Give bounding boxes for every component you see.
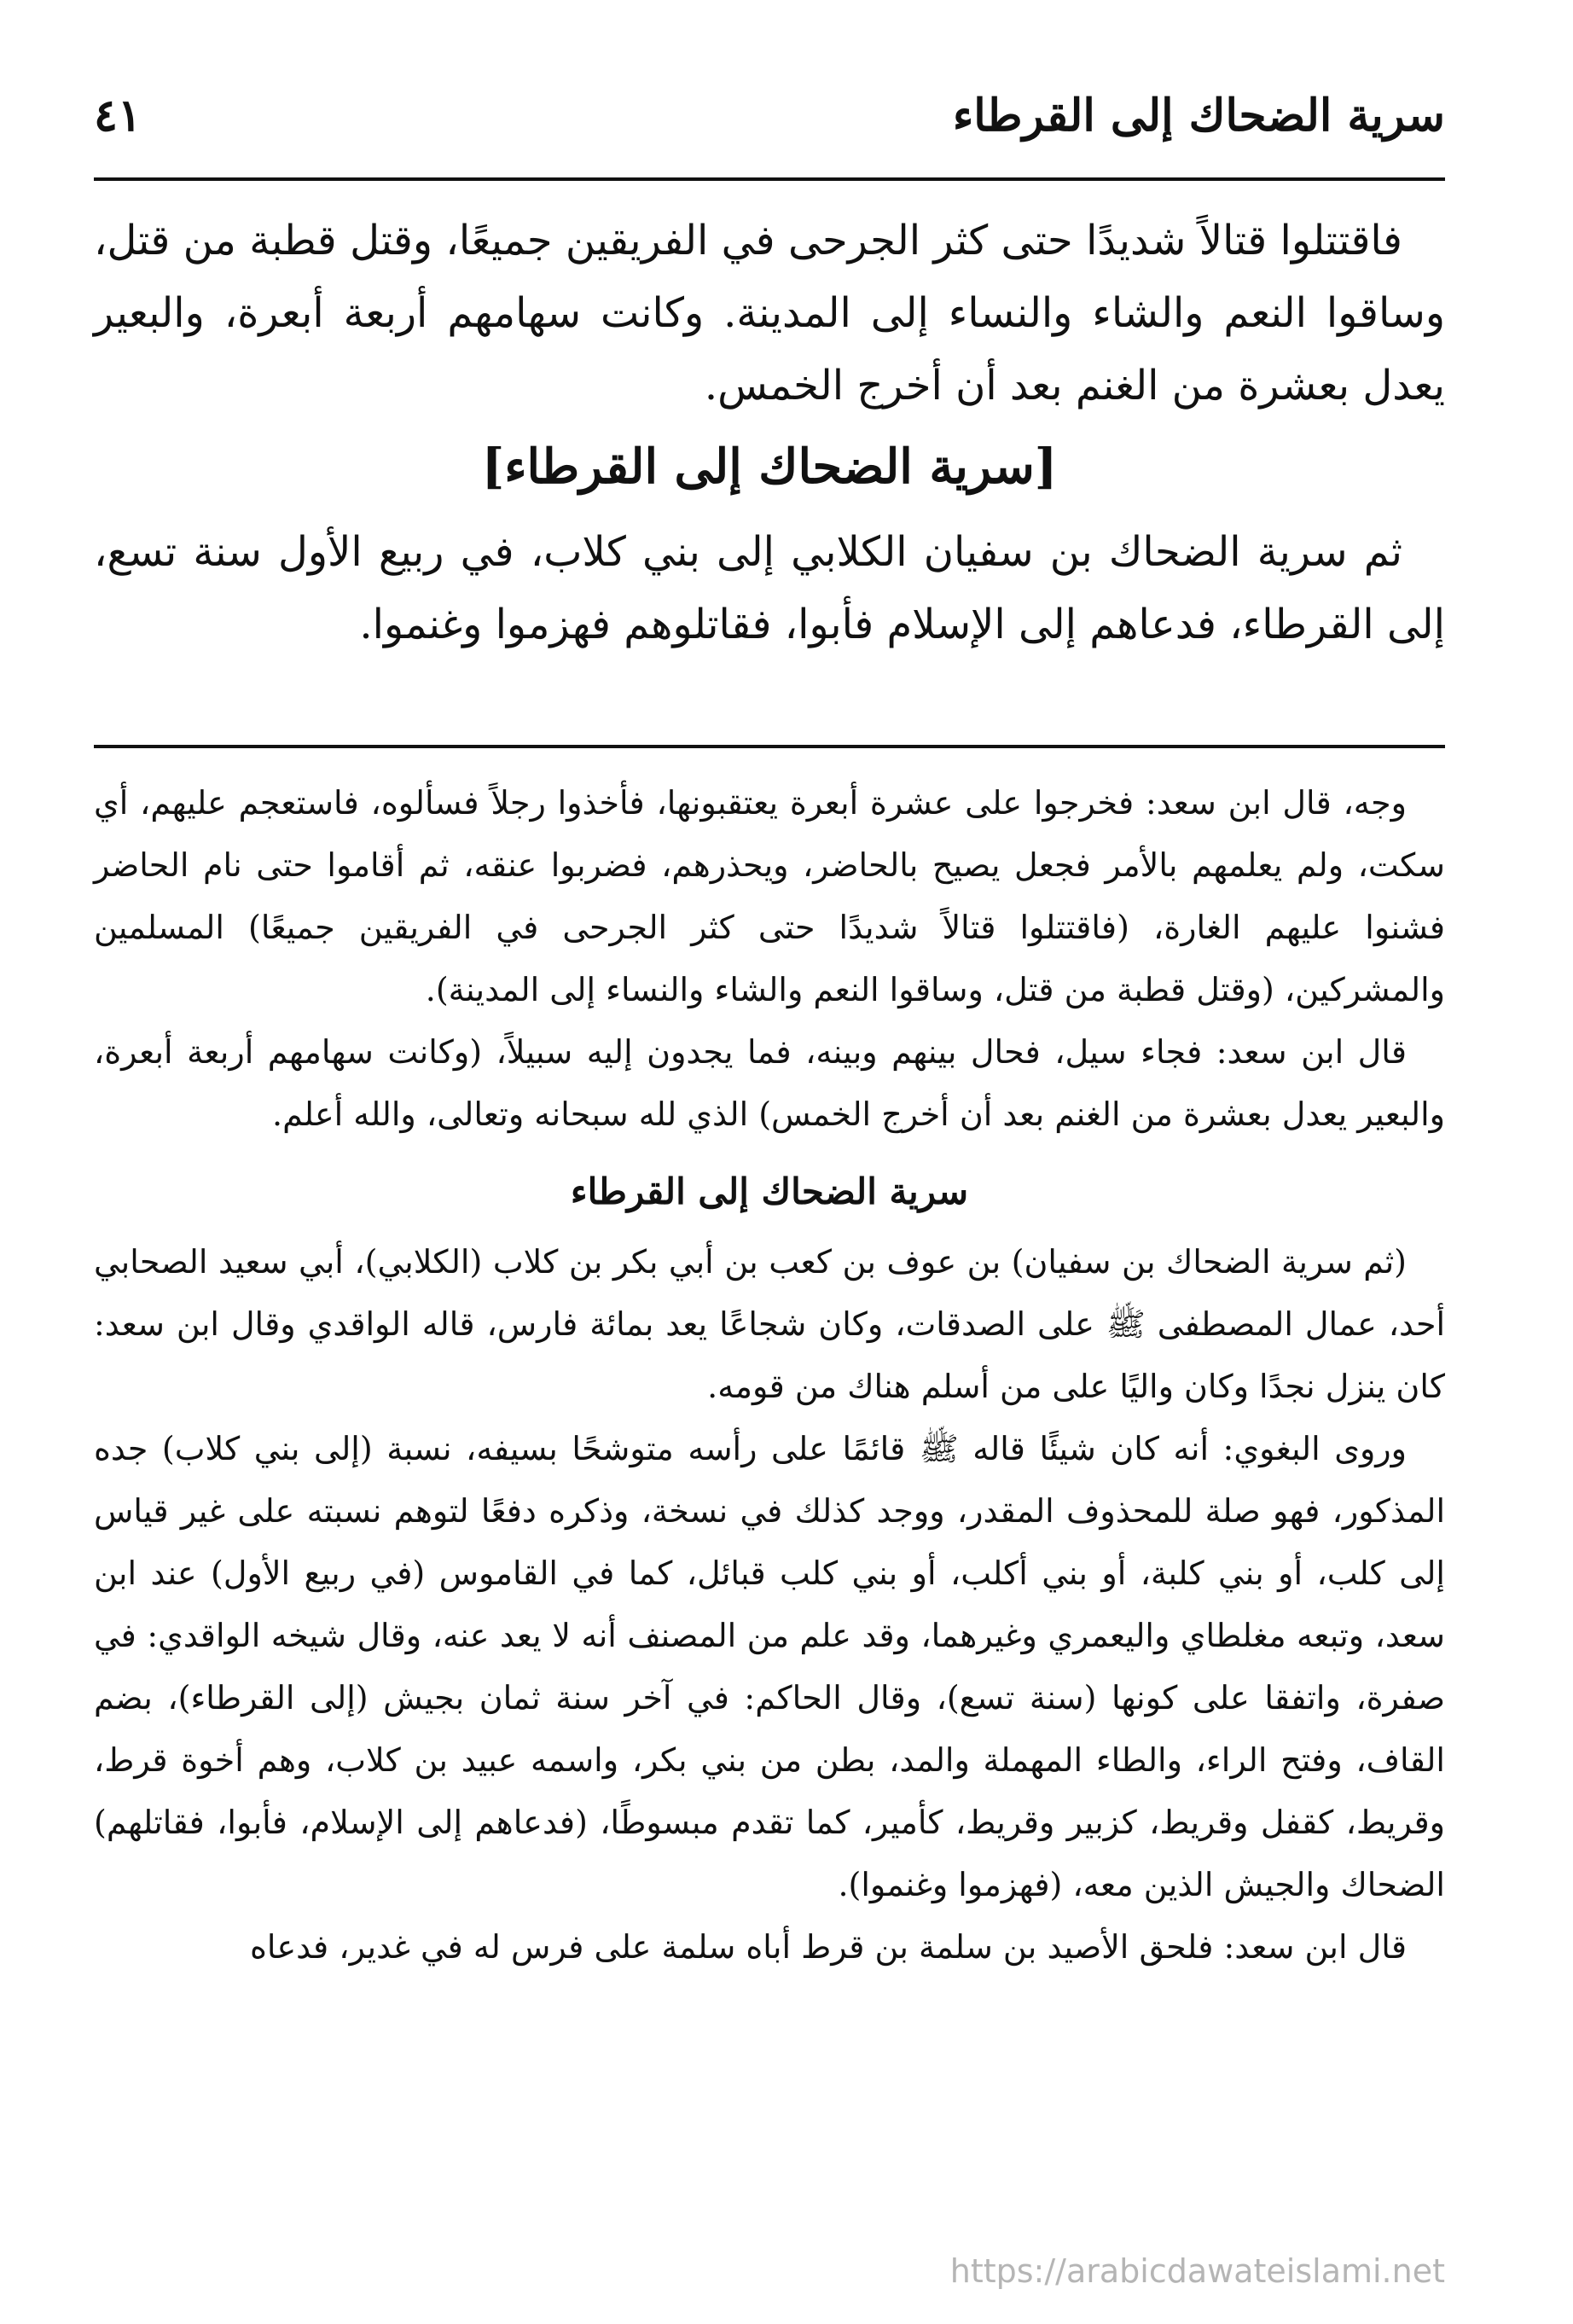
watermark-url: https://arabicdawateislami.net [949, 2252, 1445, 2290]
commentary-text [94, 772, 1445, 1978]
commentary-paragraph: قال ابن سعد: فلحق الأصيد بن سلمة بن قرط أباه سلمة على فرس له في غدير، فدعاه [249, 1928, 1407, 1966]
commentary-paragraph: وجه، قال ابن سعد: فخرجوا على عشرة أبعرة يعتقبونها، فأخذوا رجلاً فسألوه، فاستعجم عليهم، أي سكت، ولم يعلمهم بالأمر فجعل يصيح بالحاضر، ويحذرهم، فضربوا عنقه، ثم أقاموا حتى نام الحاضر فشنوا عليهم الغارة، (فاقتتلوا قتالاً شديدًا حتى كثر الجرحى في الفريقين جميعًا) المسلمين والمشركين، (وقتل قطبة من قتل، وساقوا النعم والشاء والنساء إلى المدينة). [94, 784, 1445, 1008]
header-divider [94, 177, 1445, 181]
commentary-paragraph: وروى البغوي: أنه كان شيئًا قاله ﷺ قائمًا على رأسه متوشحًا بسيفه، نسبة (إلى بني كلاب) جده المذكور، فهو صلة للمحذوف المقدر، ووجد كذلك في نسخة، وذكره دفعًا لتوهم نسبته على غير قياس إلى كلب، أو بني كلبة، أو بني أكلب، أو بني كلب قبائل، كما في القاموس (في ربيع الأول) عند ابن سعد، وتبعه مغلطاي واليعمري وغيرهما، وقد علم من المصنف أنه لا يعد عنه، وقال شيخه الواقدي: في صفرة، واتفقا على كونها (سنة تسع)، وقال الحاكم: في آخر سنة ثمان بجيش (إلى القرطاء)، بضم القاف، وفتح الراء، والطاء المهملة والمد، بطن من بني بكر، واسمه عبيد بن كلاب، وهم أخوة قرط، وقريط، كقفل وقريط، كزبير وقريط، كأمير، كما تقدم مبسوطًا، (فدعاهم إلى الإسلام، فأبوا، فقاتلهم) الضحاك والجيش الذين معه، (فهزموا وغنموا). [94, 1430, 1445, 1903]
commentary-divider [94, 745, 1445, 748]
page-number: ٤١ [94, 90, 142, 142]
commentary-heading: سرية الضحاك إلى القرطاء [570, 1171, 969, 1212]
section-heading: [سرية الضحاك إلى القرطاء] [481, 439, 1058, 495]
commentary-paragraph: قال ابن سعد: فجاء سيل، فحال بينهم وبينه، فما يجدون إليه سبيلاً، (وكانت سهامهم أربعة أبعرة، والبعير يعدل بعشرة من الغنم بعد أن أخرج الخمس) الذي لله سبحانه وتعالى، والله أعلم. [94, 1033, 1445, 1133]
main-paragraph: فاقتتلوا قتالاً شديدًا حتى كثر الجرحى في الفريقين جميعًا، وقتل قطبة من قتل، وساقوا النعم والشاء والنساء إلى المدينة. وكانت سهامهم أربعة أبعرة، والبعير يعدل بعشرة من الغنم بعد أن أخرج الخمس. [94, 217, 1445, 410]
main-text [94, 205, 1445, 661]
page-header [94, 81, 1445, 166]
running-title: سرية الضحاك إلى القرطاء [952, 90, 1445, 142]
main-paragraph: ثم سرية الضحاك بن سفيان الكلابي إلى بني كلاب، في ربيع الأول سنة تسع، إلى القرطاء، فدعاهم إلى الإسلام فأبوا، فقاتلوهم فهزموا وغنموا. [94, 528, 1445, 648]
commentary-paragraph: (ثم سرية الضحاك بن سفيان) بن عوف بن كعب بن أبي بكر بن كلاب (الكلابي)، أبي سعيد الصحابي أحد، عمال المصطفى ﷺ على الصدقات، وكان شجاعًا يعد بمائة فارس، قاله الواقدي وقال ابن سعد: كان ينزل نجدًا وكان واليًا على من أسلم هناك من قومه. [94, 1243, 1445, 1405]
